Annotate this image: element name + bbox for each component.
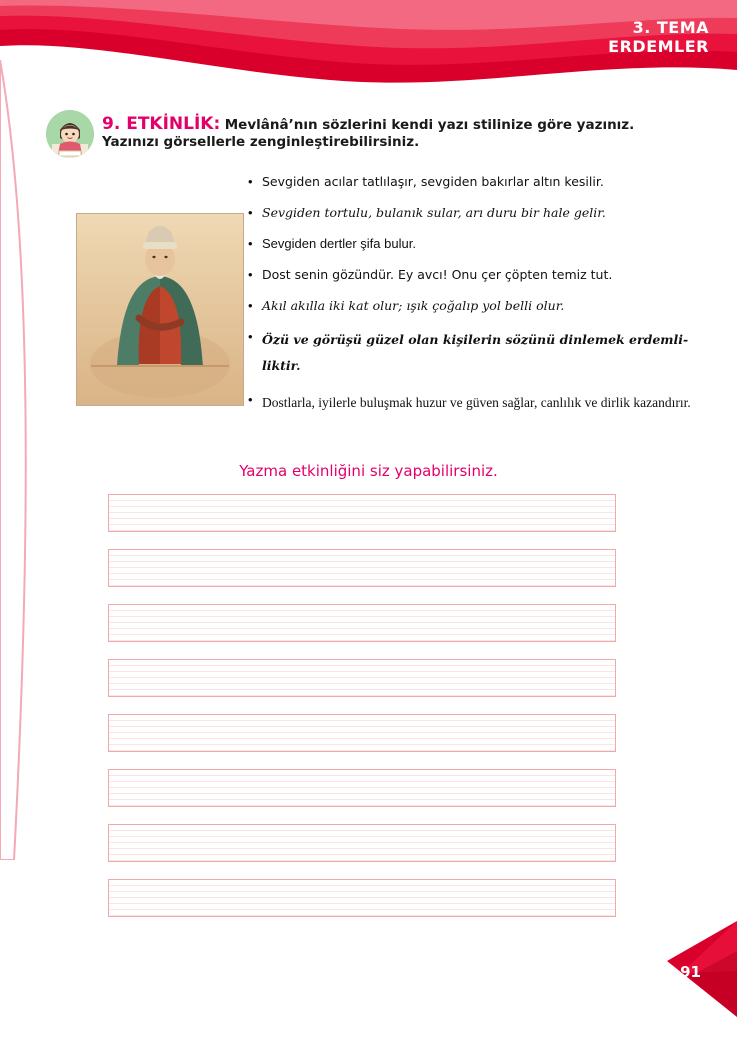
- quote-text: Özü ve görüşü güzel olan kişilerin sözünü dinlemek erdemli-liktir.: [262, 332, 689, 373]
- writing-line-input[interactable]: [108, 879, 616, 917]
- writing-task-heading: Yazma etkinliğini siz yapabilirsiniz.: [239, 462, 498, 480]
- bullet-icon: •: [248, 298, 253, 313]
- quote-text: Akıl akılla iki kat olur; ışık çoğalıp yol belli olur.: [262, 298, 565, 313]
- writing-lines-area: [108, 494, 616, 934]
- list-item: [248, 296, 698, 316]
- writing-line-input[interactable]: [108, 714, 616, 752]
- bullet-icon: •: [248, 392, 253, 407]
- list-item: [248, 234, 698, 254]
- writing-line-input[interactable]: [108, 659, 616, 697]
- bullet-icon: •: [248, 267, 253, 282]
- mevlana-portrait-image: [76, 213, 244, 406]
- list-item: [248, 327, 698, 379]
- list-item: [248, 203, 698, 223]
- quote-text: Sevgiden tortulu, bulanık sular, arı duru bir hale gelir.: [262, 205, 606, 220]
- bullet-icon: •: [248, 329, 253, 344]
- activity-number: 9. ETKİNLİK:: [102, 114, 221, 134]
- activity-header: [46, 108, 686, 158]
- list-item: [248, 172, 698, 192]
- quote-list: [248, 172, 698, 427]
- writing-line-input[interactable]: [108, 494, 616, 532]
- student-avatar-icon: [46, 110, 94, 158]
- left-edge-decoration: [0, 60, 60, 860]
- writing-line-input[interactable]: [108, 769, 616, 807]
- writing-line-input[interactable]: [108, 549, 616, 587]
- quote-text: Dost senin gözündür. Ey avcı! Onu çer çöpten temiz tut.: [262, 267, 613, 282]
- theme-title: [608, 18, 709, 56]
- bullet-icon: •: [248, 205, 253, 220]
- theme-name: ERDEMLER: [608, 37, 709, 56]
- quote-text: Sevgiden dertler şifa bulur.: [262, 236, 416, 251]
- list-item: [248, 390, 698, 416]
- quote-text: Sevgiden acılar tatlılaşır, sevgiden bakırlar altın kesilir.: [262, 174, 604, 189]
- writing-line-input[interactable]: [108, 604, 616, 642]
- activity-instruction-line2: Yazınızı görsellerle zenginleştirebilirsiniz.: [102, 134, 420, 150]
- quote-text: Dostlarla, iyilerle buluşmak huzur ve güven sağlar, canlılık ve dirlik kazandırır.: [262, 395, 691, 410]
- bullet-icon: •: [248, 236, 253, 251]
- bullet-icon: •: [248, 174, 253, 189]
- page-header-banner: [0, 0, 737, 92]
- list-item: [248, 265, 698, 285]
- theme-number: 3. TEMA: [632, 18, 709, 37]
- activity-instruction-line1: Mevlânâ’nın sözlerini kendi yazı stilinize göre yazınız.: [224, 117, 635, 133]
- writing-line-input[interactable]: [108, 824, 616, 862]
- page-number: 91: [680, 963, 701, 981]
